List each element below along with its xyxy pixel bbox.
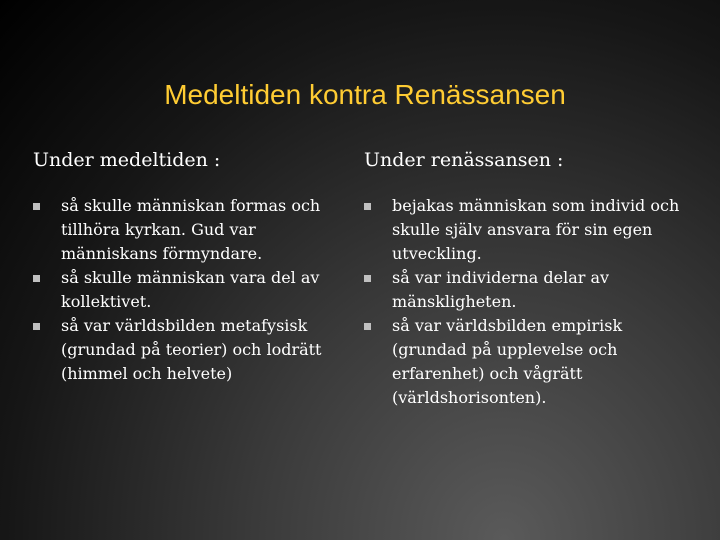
list-item-text: så skulle människan vara del av kollektivet.	[61, 268, 320, 311]
list-item-text: så var individerna delar av mänskligheten.	[392, 268, 610, 311]
list-item-text: så var världsbilden empirisk (grundad på upplevelse och erfarenhet) och vågrätt (världshorisonten).	[392, 316, 623, 407]
list-item-text: bejakas människan som individ och skulle själv ansvara för sin egen utveckling.	[392, 196, 680, 263]
square-bullet-icon	[364, 275, 371, 282]
right-column-heading: Under renässansen :	[364, 149, 564, 171]
square-bullet-icon	[33, 323, 40, 330]
list-item	[364, 266, 684, 314]
list-item	[33, 194, 343, 266]
list-item	[33, 314, 343, 386]
right-column	[364, 148, 684, 410]
square-bullet-icon	[364, 323, 371, 330]
left-column-heading: Under medeltiden :	[33, 149, 221, 171]
list-item	[364, 314, 684, 410]
list-item-text: så var världsbilden metafysisk (grundad på teorier) och lodrätt (himmel och helvete)	[61, 316, 322, 383]
square-bullet-icon	[33, 203, 40, 210]
left-bullet-list	[33, 194, 343, 386]
square-bullet-icon	[364, 203, 371, 210]
square-bullet-icon	[33, 275, 40, 282]
left-column	[33, 148, 343, 386]
right-bullet-list	[364, 194, 684, 410]
slide-title: Medeltiden kontra Renässansen	[164, 79, 566, 110]
list-item	[33, 266, 343, 314]
list-item	[364, 194, 684, 266]
list-item-text: så skulle människan formas och tillhöra kyrkan. Gud var människans förmyndare.	[61, 196, 321, 263]
